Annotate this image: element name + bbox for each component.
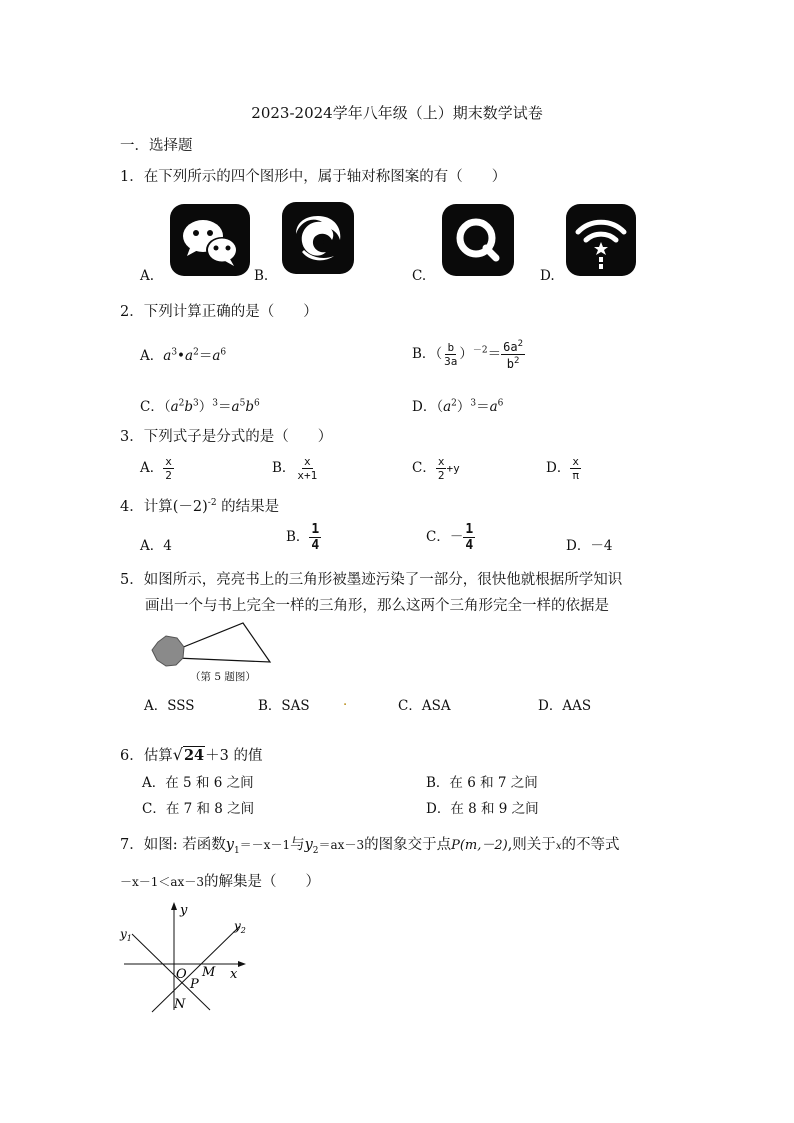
question-5-line-1: 5．如图所示，亮亮书上的三角形被墨迹污染了一部分，很快他就根据所学知识 [120,572,623,588]
point-n-label: N [174,997,186,1012]
exam-title: 2023-2024学年八年级（上）期末数学试卷 [251,104,543,122]
q6-option-d: D．在 8 和 9 之间 [426,801,539,817]
line-y2 [152,926,240,1012]
q3-option-c: C． $\frac{x}{2}$ +y [412,455,460,482]
line-y1 [132,934,210,1010]
question-2-stem: 2．下列计算正确的是（ ） [120,304,318,320]
q4-option-b: B． $\frac{1}{4}$ [286,522,320,553]
q6-option-b: B．在 6 和 7 之间 [426,775,538,791]
x-axis-label: x [230,967,238,982]
q1-option-c-label: C. [412,268,427,284]
triangle-edge [176,623,270,662]
q6-option-c: C．在 7 和 8 之间 [142,801,255,817]
question-6-stem: 6．估算√24＋3 的值 [120,745,263,764]
q1-option-a-label: A. [140,268,155,284]
q6-option-a: A．在 5 和 6 之间 [142,775,254,791]
point-m-label: M [202,965,216,980]
q1-option-b-label: B. [254,268,269,284]
q5-option-d: D．AAS [538,698,592,714]
question-5-line-2: 画出一个与书上完全一样的三角形，那么这两个三角形完全一样的依据是 [145,598,609,614]
q2-option-c: C．$(a^2b^3)^3=a^5b^6$ [140,398,260,415]
q-search-icon [442,204,514,276]
point-p-label: P [190,977,199,992]
section-heading: 一．选择题 [120,138,193,154]
q5-figure-caption: （第 5 题图） [190,671,256,683]
question-1-stem: 1．在下列所示的四个图形中，属于轴对称图案的有（ ） [120,169,507,185]
q2-option-b: B．（ $\frac{b}{3a}$ ）$^{-2}$＝ $\frac{6a^2}{b^2}$ [412,339,524,371]
q5-option-a: A．SSS [144,698,195,714]
q5-option-b: B．SAS [258,698,310,714]
y1-label: $y_1$ [120,927,132,943]
question-4-stem: 4．计算$(-2)^{-2}$ 的结果是 [120,498,280,515]
wechat-icon [170,204,250,276]
q3-option-b: B． $\frac{x}{x+1}$ [272,455,318,482]
q7-graph [114,898,254,1016]
q3-option-a: A． $\frac{x}{2}$ [140,455,172,482]
q4-option-a: A．4 [140,538,172,554]
y2-label: $y_2$ [234,919,246,935]
question-7-line-2: －x－1＜ax－3的解集是（ ） [120,874,320,890]
question-3-stem: 3．下列式子是分式的是（ ） [120,429,333,445]
wifi-star-icon [566,204,636,276]
q3-option-d: D． $\frac{x}{\pi}$ [546,455,579,482]
origin-label: O [176,967,187,982]
q1-option-d-label: D. [540,268,555,284]
q4-option-d: D．－4 [566,538,613,554]
q4-option-c: C．－ $\frac{1}{4}$ [426,522,474,553]
stray-mark: . [343,694,348,709]
q5-option-c: C．ASA [398,698,451,714]
ink-blot [152,636,184,666]
q2-option-a: A．$a^3•a^2=a^6$ [140,347,227,364]
swirl-logo-icon [282,202,354,274]
q2-option-d: D．$(a^2)^3=a^6$ [412,398,504,415]
y-axis-label: y [180,903,188,918]
question-7-line-1: 7．如图: 若函数$y_1=-x-1$与$y_2=ax-3$的图象交于点P(m,－2),则关于x的不等式 [120,837,620,856]
